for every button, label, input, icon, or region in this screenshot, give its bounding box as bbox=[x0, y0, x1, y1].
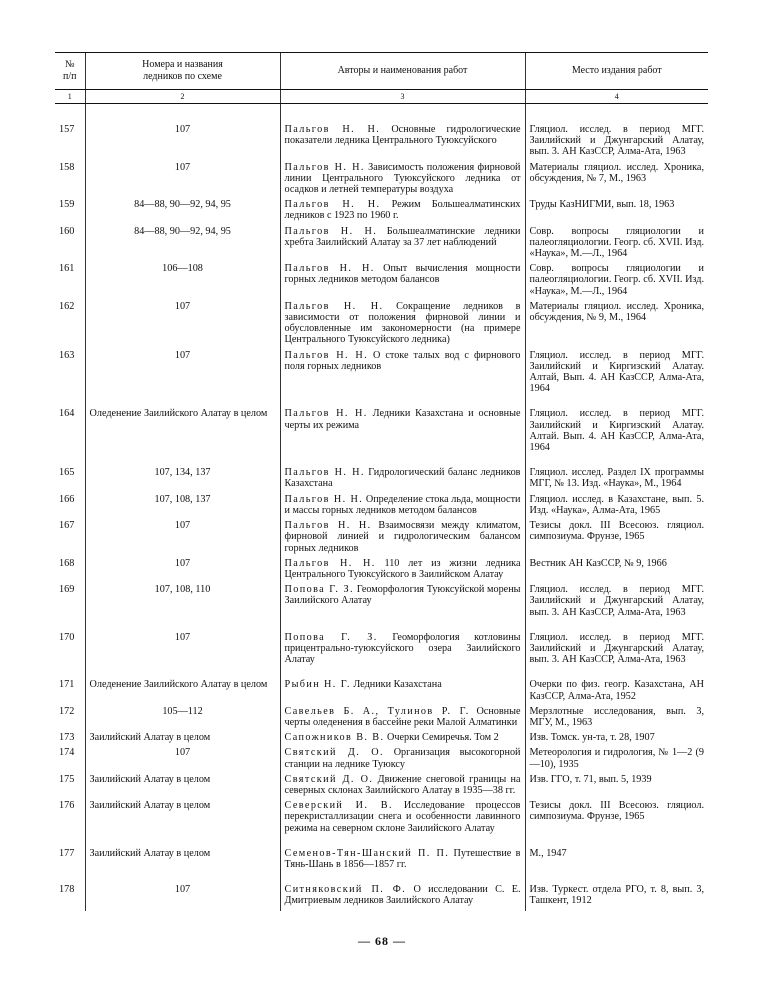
work-title: Определение стока льда, мощности и массы горных ледников методом балансов bbox=[284, 493, 521, 516]
table-row bbox=[55, 774, 708, 800]
work-citation bbox=[280, 263, 525, 301]
bibliography-table bbox=[55, 52, 708, 911]
publication-place: Изв. ГГО, т. 71, вып. 5, 1939 bbox=[525, 774, 708, 800]
work-title: Ледники Казахстана и основные черты их режима bbox=[284, 408, 521, 431]
work-citation bbox=[280, 679, 525, 705]
work-title: Гидрологический баланс ледников Казахстана bbox=[284, 467, 521, 490]
glacier-numbers: 84—88, 90—92, 94, 95 bbox=[85, 226, 280, 264]
entry-number: 178 bbox=[59, 884, 75, 896]
entry-number: 170 bbox=[59, 631, 75, 643]
work-citation bbox=[280, 584, 525, 632]
work-citation bbox=[280, 494, 525, 520]
publication-place: Материалы гляциол. исслед. Хроника, обсуждения, № 7, М., 1963 bbox=[525, 162, 708, 200]
author-name: Пальгов Н. Н. bbox=[284, 520, 372, 532]
work-citation bbox=[280, 732, 525, 747]
header-glaciers-text: Номера и названия ледников по схеме bbox=[142, 59, 223, 82]
work-title: Режим Большеалматинских ледников с 1923 по 1960 г. bbox=[284, 199, 521, 222]
glacier-numbers: Заилийский Алатау в целом bbox=[85, 732, 280, 747]
work-citation bbox=[280, 706, 525, 732]
table-row bbox=[55, 301, 708, 350]
table-row bbox=[55, 679, 708, 705]
entry-number: 177 bbox=[59, 847, 75, 859]
header-row bbox=[55, 53, 708, 90]
work-citation bbox=[280, 800, 525, 848]
author-name: Сапожников В. В. bbox=[284, 732, 385, 744]
work-title: Геоморфология Туюксуйской морены Заилийского Алатау bbox=[284, 584, 521, 607]
work-citation bbox=[280, 226, 525, 264]
table-row bbox=[55, 162, 708, 200]
entry-number: 171 bbox=[59, 679, 75, 691]
entry-number: 168 bbox=[59, 557, 75, 569]
glacier-numbers: 107 bbox=[85, 350, 280, 409]
publication-place: Вестник АН КазССР, № 9, 1966 bbox=[525, 558, 708, 584]
table-row bbox=[55, 408, 708, 467]
table-row bbox=[55, 350, 708, 409]
entry-number: 160 bbox=[59, 225, 75, 237]
entry-number: 176 bbox=[59, 800, 75, 812]
entry-number: 161 bbox=[59, 263, 75, 275]
glacier-numbers: 84—88, 90—92, 94, 95 bbox=[85, 199, 280, 225]
table-row bbox=[55, 800, 708, 848]
column-number-3: 3 bbox=[280, 90, 525, 104]
entry-number: 167 bbox=[59, 520, 75, 532]
publication-place: Гляциол. исслед. в период МГГ. Заилийский и Киргизский Алатау. Алтай. Вып. 4. АН КазССР, Алма-Ата, 1964 bbox=[525, 408, 708, 467]
bibliography-rows bbox=[55, 124, 708, 911]
publication-place: Очерки по физ. геогр. Казахстана, АН КазССР, Алма-Ата, 1952 bbox=[525, 679, 708, 705]
table-row bbox=[55, 263, 708, 301]
table-row bbox=[55, 884, 708, 910]
column-number-1: 1 bbox=[55, 90, 85, 104]
glacier-numbers: 107 bbox=[85, 124, 280, 162]
work-citation bbox=[280, 162, 525, 200]
glacier-numbers: 107, 134, 137 bbox=[85, 467, 280, 493]
entry-number: 163 bbox=[59, 349, 75, 361]
column-number-2: 2 bbox=[85, 90, 280, 104]
work-title: Геоморфология котловины прицентрально-туюксуйского озера Заилийского Алатау bbox=[284, 631, 521, 666]
spacer-cell bbox=[55, 104, 85, 125]
header-number bbox=[55, 53, 85, 90]
table-row bbox=[55, 558, 708, 584]
author-name: Святский Д. О. bbox=[284, 747, 384, 759]
work-title: Исследование процессов перекристаллизации снега и особенности лавинного режима на северном склоне Заилийского Алатау bbox=[284, 800, 521, 834]
work-title: Опыт вычисления мощности горных ледников методом балансов bbox=[284, 263, 521, 286]
table-row bbox=[55, 494, 708, 520]
entry-number: 175 bbox=[59, 773, 75, 785]
glacier-numbers: 106—108 bbox=[85, 263, 280, 301]
table-row bbox=[55, 124, 708, 162]
spacer-cell bbox=[85, 104, 280, 125]
work-title: Сокращение ледников в зависимости от положения фирновой линии и обусловленные им закономерности (на примере Центрального Туюксуйского ледника) bbox=[284, 300, 521, 346]
header-works-text: Авторы и наименования работ bbox=[337, 65, 468, 76]
work-title: Основные черты оледенения в бассейне реки Малой Алматинки bbox=[284, 705, 521, 728]
table-row bbox=[55, 467, 708, 493]
work-title: Очерки Семиречья. Том 2 bbox=[384, 732, 499, 744]
work-title: Основные гидрологические показатели ледника Центрального Туюксуйского bbox=[284, 124, 521, 147]
header-number-text: № п/п bbox=[63, 59, 77, 82]
glacier-numbers: 107, 108, 110 bbox=[85, 584, 280, 632]
table-row bbox=[55, 632, 708, 680]
publication-place: Гляциол. исслед. в период МГГ. Заилийский и Киргизский Алатау. Алтай, Вып. 4. АН КазССР, Алма-Ата, 1964 bbox=[525, 350, 708, 409]
glacier-numbers: Заилийский Алатау в целом bbox=[85, 848, 280, 884]
work-citation bbox=[280, 408, 525, 467]
publication-place: Изв. Томск. ун-та, т. 28, 1907 bbox=[525, 732, 708, 747]
author-name: Пальгов Н. Н. bbox=[284, 493, 364, 505]
entry-number: 157 bbox=[59, 124, 75, 135]
table-row bbox=[55, 848, 708, 884]
glacier-numbers: 105—112 bbox=[85, 706, 280, 732]
table-row bbox=[55, 226, 708, 264]
author-name: Пальгов Н. Н. bbox=[284, 199, 381, 211]
work-title: Взаимосвязи между климатом, фирновой линией и гидрологическим балансом горных ледников bbox=[284, 520, 521, 554]
work-citation bbox=[280, 558, 525, 584]
author-name: Пальгов Н. Н. bbox=[284, 349, 369, 361]
work-title: О стоке талых вод с фирнового поля горных ледников bbox=[284, 349, 521, 372]
entry-number: 173 bbox=[59, 732, 75, 744]
column-number-4: 4 bbox=[525, 90, 708, 104]
glacier-numbers: Оледенение Заилийского Алатау в целом bbox=[85, 679, 280, 705]
table-row bbox=[55, 584, 708, 632]
publication-place: Гляциол. исслед. в период МГГ. Заилийский и Джунгарский Алатау, вып. 3. АН КазССР, Алма-Ата, 1963 bbox=[525, 632, 708, 680]
work-citation bbox=[280, 199, 525, 225]
glacier-numbers: 107 bbox=[85, 162, 280, 200]
entry-number: 172 bbox=[59, 705, 75, 717]
publication-place: Гляциол. исслед. Раздел IX программы МГГ, № 13. Изд. «Наука», М., 1964 bbox=[525, 467, 708, 493]
work-title: Зависимость положения фирновой линии Центрального Туюксуйского ледника от осадков и летней температуры воздуха bbox=[284, 161, 521, 196]
glacier-numbers: 107 bbox=[85, 558, 280, 584]
work-title: Движение снеговой границы на северных склонах Заилийского Алатау в 1935—38 гг. bbox=[284, 773, 521, 796]
table-row bbox=[55, 732, 708, 747]
publication-place: Гляциол. исслед. в период МГГ. Заилийский и Джунгарский Алатау, вып. 3. АН КазССР, Алма-Ата, 1963 bbox=[525, 124, 708, 162]
spacer-cell bbox=[280, 104, 525, 125]
table-row bbox=[55, 199, 708, 225]
spacer-cell bbox=[525, 104, 708, 125]
author-name: Попова Г. З. bbox=[284, 631, 378, 643]
work-title: Организация высокогорной станции на леднике Туюксу bbox=[284, 747, 521, 770]
header-place-text: Место издания работ bbox=[571, 65, 662, 76]
author-name: Ситняковский П. Ф. bbox=[284, 884, 407, 896]
work-citation bbox=[280, 747, 525, 773]
glacier-numbers: 107 bbox=[85, 301, 280, 350]
work-citation bbox=[280, 467, 525, 493]
author-name: Семенов-Тян-Шанский П. П. bbox=[284, 847, 450, 859]
glacier-numbers: 107 bbox=[85, 747, 280, 773]
publication-place: Труды КазНИГМИ, вып. 18, 1963 bbox=[525, 199, 708, 225]
author-name: Рыбин Н. Г. bbox=[284, 679, 351, 691]
header-works bbox=[280, 53, 525, 90]
header-spacer bbox=[55, 104, 708, 125]
author-name: Савельев Б. А., Тулинов Р. Г. bbox=[284, 705, 470, 717]
glacier-numbers: Оледенение Заилийского Алатау в целом bbox=[85, 408, 280, 467]
author-name: Пальгов Н. Н. bbox=[284, 408, 368, 420]
entry-number: 166 bbox=[59, 493, 75, 505]
author-name: Святский Д. О. bbox=[284, 773, 374, 785]
header-glaciers bbox=[85, 53, 280, 90]
page-number: — 68 — bbox=[358, 934, 406, 948]
author-name: Пальгов Н. Н. bbox=[284, 467, 365, 479]
work-citation bbox=[280, 301, 525, 350]
publication-place: Мерзлотные исследования, вып. 3, МГУ, М., 1963 bbox=[525, 706, 708, 732]
table-row bbox=[55, 747, 708, 773]
publication-place: Тезисы докл. III Всесоюз. гляциол. симпозиума. Фрунзе, 1965 bbox=[525, 520, 708, 558]
publication-place: Тезисы докл. III Всесоюз. гляциол. симпозиума. Фрунзе, 1965 bbox=[525, 800, 708, 848]
publication-place: Совр. вопросы гляциологии и палеогляциологии. Геогр. сб. XVII. Изд. «Наука», М.—Л., 1964 bbox=[525, 263, 708, 301]
work-title: О исследовании С. Е. Дмитриевым ледников Заилийского Алатау bbox=[284, 884, 521, 907]
publication-place: Гляциол. исслед. в период МГГ. Заилийский и Джунгарский Алатау, вып. 3. АН КазССР, Алма-Ата, 1963 bbox=[525, 584, 708, 632]
entry-number: 165 bbox=[59, 467, 75, 479]
header-place bbox=[525, 53, 708, 90]
entry-number: 159 bbox=[59, 199, 75, 211]
publication-place: М., 1947 bbox=[525, 848, 708, 884]
table-row bbox=[55, 520, 708, 558]
entry-number: 174 bbox=[59, 747, 75, 759]
publication-place: Совр. вопросы гляциологии и палеогляциологии. Геогр. сб. XVII. Изд. «Наука», М.—Л., 1964 bbox=[525, 226, 708, 264]
entry-number: 158 bbox=[59, 161, 75, 173]
glacier-numbers: Заилийский Алатау в целом bbox=[85, 774, 280, 800]
author-name: Пальгов Н. Н. bbox=[284, 161, 365, 173]
author-name: Попова Г. З. bbox=[284, 584, 354, 596]
work-citation bbox=[280, 520, 525, 558]
glacier-numbers: 107, 108, 137 bbox=[85, 494, 280, 520]
work-title: Путешествие в Тянь-Шань в 1856—1857 гг. bbox=[284, 847, 521, 870]
author-name: Северский И. В. bbox=[284, 800, 393, 812]
author-name: Пальгов Н. Н. bbox=[284, 124, 381, 135]
work-citation bbox=[280, 848, 525, 884]
entry-number: 164 bbox=[59, 408, 75, 420]
work-citation bbox=[280, 884, 525, 910]
publication-place: Метеорология и гидрология, № 1—2 (9—10), 1935 bbox=[525, 747, 708, 773]
glacier-numbers: Заилийский Алатау в целом bbox=[85, 800, 280, 848]
work-title: Большеалматинские ледники хребта Заилийский Алатау за 37 лет наблюдений bbox=[284, 225, 521, 248]
entry-number: 169 bbox=[59, 584, 75, 596]
work-citation bbox=[280, 350, 525, 409]
author-name: Пальгов Н. Н. bbox=[284, 557, 376, 569]
author-name: Пальгов Н. Н. bbox=[284, 225, 378, 237]
author-name: Пальгов Н. Н. bbox=[284, 263, 375, 275]
table-row bbox=[55, 706, 708, 732]
work-title: Ледники Казахстана bbox=[350, 679, 442, 691]
publication-place: Гляциол. исслед. в Казахстане, вып. 5. Изд. «Наука», Алма-Ата, 1965 bbox=[525, 494, 708, 520]
work-citation bbox=[280, 774, 525, 800]
work-citation bbox=[280, 124, 525, 162]
glacier-numbers: 107 bbox=[85, 884, 280, 910]
work-citation bbox=[280, 632, 525, 680]
publication-place: Материалы гляциол. исслед. Хроника, обсуждения, № 9, М., 1964 bbox=[525, 301, 708, 350]
entry-number: 162 bbox=[59, 300, 75, 312]
work-title: 110 лет из жизни ледника Центрального Туюксуйского в Заилийском Алатау bbox=[284, 557, 521, 580]
glacier-numbers: 107 bbox=[85, 520, 280, 558]
column-number-row bbox=[55, 90, 708, 104]
glacier-numbers: 107 bbox=[85, 632, 280, 680]
author-name: Пальгов Н. Н. bbox=[284, 300, 384, 312]
publication-place: Изв. Туркест. отдела РГО, т. 8, вып. 3, Ташкент, 1912 bbox=[525, 884, 708, 910]
